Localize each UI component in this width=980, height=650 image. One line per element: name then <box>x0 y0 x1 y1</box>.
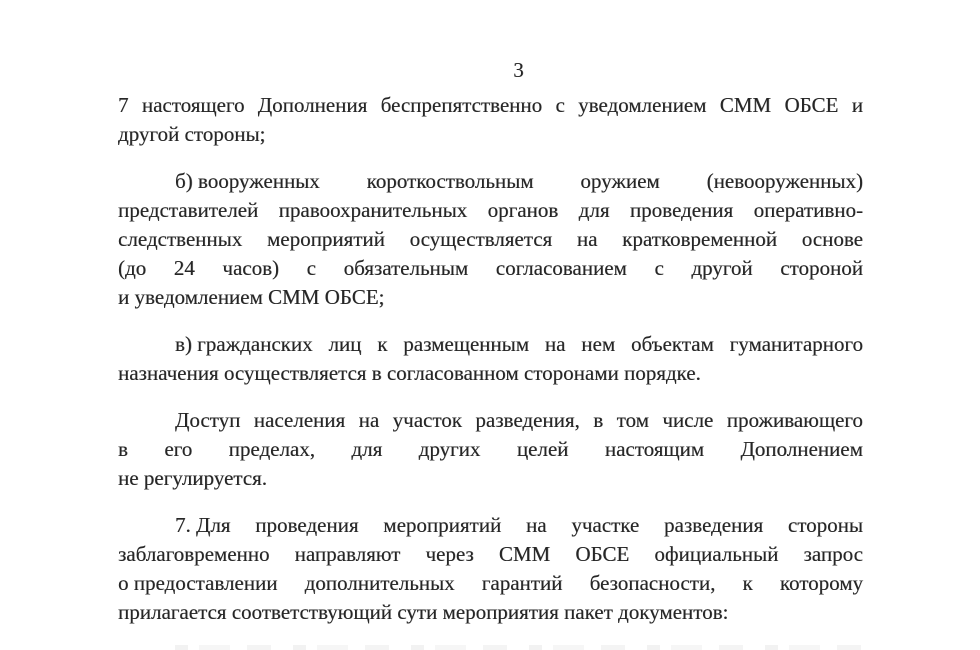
text-line: Доступ населения на участок разведения, в том числе проживающего <box>175 408 863 432</box>
text-line: другой стороны; <box>118 122 266 146</box>
text-line: о предоставлении дополнительных гарантий безопасности, к которому <box>118 571 863 595</box>
text-line: и уведомлением СММ ОБСЕ; <box>118 285 385 309</box>
text-line: следственных мероприятий осуществляется на кратковременной основе <box>118 227 863 251</box>
text-line: назначения осуществляется в согласованном сторонами порядке. <box>118 361 701 385</box>
text-line: 7 настоящего Дополнения беспрепятственно с уведомлением СММ ОБСЕ и <box>118 93 863 117</box>
page-number: 3 <box>513 58 524 82</box>
text-line: 7. Для проведения мероприятий на участке разведения стороны <box>175 513 863 537</box>
text-line: б) вооруженных короткоствольным оружием (невооруженных) <box>175 169 863 193</box>
text-line: (до 24 часов) с обязательным согласованием с другой стороной <box>118 256 863 280</box>
text-line: в) гражданских лиц к размещенным на нем объектам гуманитарного <box>175 332 863 356</box>
paragraph-access <box>118 406 863 493</box>
paragraph-clause-7 <box>118 511 863 627</box>
paragraph-item-v <box>118 330 863 388</box>
text-line: представителей правоохранительных органов для проведения оперативно- <box>118 198 863 222</box>
text-line: заблаговременно направляют через СММ ОБСЕ официальный запрос <box>118 542 863 566</box>
document-body <box>118 91 863 627</box>
text-line: прилагается соответствующий сути мероприятия пакет документов: <box>118 600 729 624</box>
next-line-cutoff <box>175 645 863 650</box>
paragraph-item-b <box>118 167 863 312</box>
text-line: не регулируется. <box>118 466 267 490</box>
text-line: в его пределах, для других целей настоящим Дополнением <box>118 437 863 461</box>
paragraph-clause-continuation <box>118 91 863 149</box>
